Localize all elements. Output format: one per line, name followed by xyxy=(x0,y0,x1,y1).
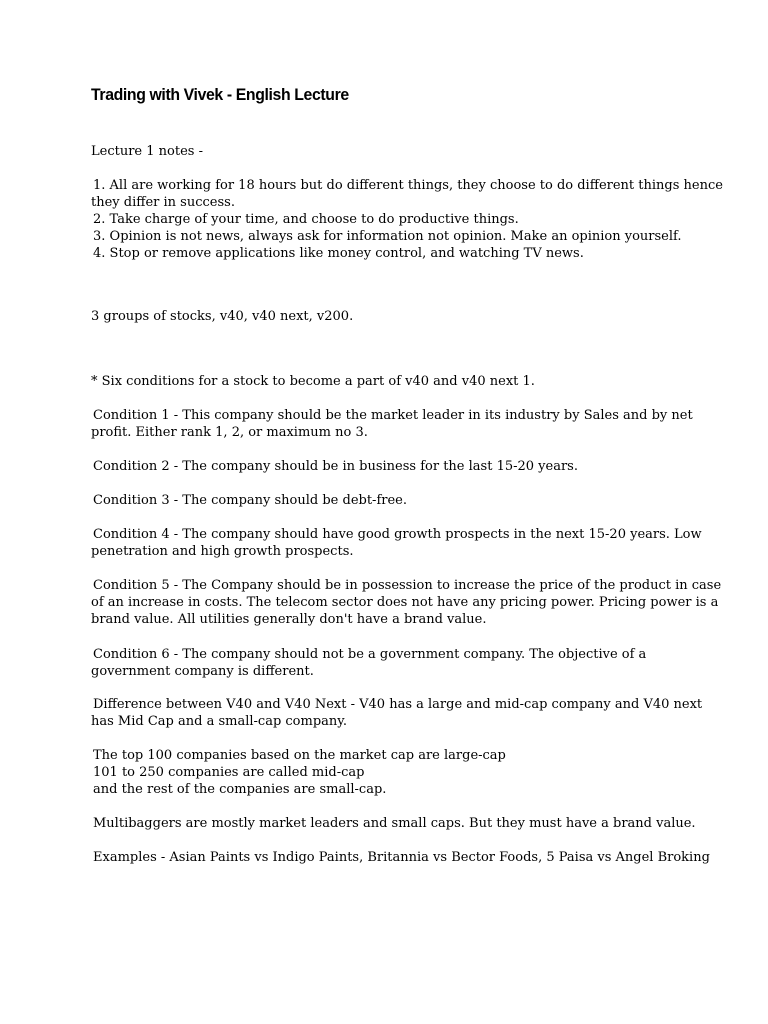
lecture-heading xyxy=(91,143,691,160)
condition-5 xyxy=(91,577,722,628)
condition-line: Condition 5 - The Company should be in possession to increase the price of the product in case xyxy=(93,578,722,593)
note-line: 4. Stop or remove applications like money control, and watching TV news. xyxy=(93,246,584,261)
condition-6 xyxy=(91,646,691,680)
document-title: Trading with Vivek - English Lecture xyxy=(91,85,349,104)
note-line: 1. All are working for 18 hours but do different things, they choose to do different things hence xyxy=(93,178,723,193)
difference-line: has Mid Cap and a small-cap company. xyxy=(91,714,348,729)
multibaggers-note xyxy=(91,815,696,832)
cap-line: and the rest of the companies are small-cap. xyxy=(93,782,387,797)
cap-line: 101 to 250 companies are called mid-cap xyxy=(93,765,365,780)
condition-4 xyxy=(91,526,702,560)
condition-2 xyxy=(91,458,691,475)
condition-line: government company is different. xyxy=(91,664,314,679)
examples-text: Examples - Asian Paints vs Indigo Paints, Britannia vs Bector Foods, 5 Paisa vs Angel Broking xyxy=(93,850,710,865)
stock-groups xyxy=(91,308,691,325)
condition-line: brand value. All utilities generally don't have a brand value. xyxy=(91,612,487,627)
cap-line: The top 100 companies based on the market cap are large-cap xyxy=(93,748,506,763)
note-line: 3. Opinion is not news, always ask for information not opinion. Make an opinion yourself. xyxy=(93,229,682,244)
condition-3 xyxy=(91,492,691,509)
market-cap-definitions xyxy=(91,747,691,798)
condition-line: Condition 2 - The company should be in business for the last 15-20 years. xyxy=(93,459,578,474)
condition-line: of an increase in costs. The telecom sector does not have any pricing power. Pricing power is a xyxy=(91,595,719,610)
stock-groups-text: 3 groups of stocks, v40, v40 next, v200. xyxy=(91,309,354,324)
difference-line: Difference between V40 and V40 Next - V40 has a large and mid-cap company and V40 next xyxy=(93,697,703,712)
condition-line: profit. Either rank 1, 2, or maximum no 3. xyxy=(91,425,368,440)
condition-line: Condition 1 - This company should be the market leader in its industry by Sales and by net xyxy=(93,408,693,423)
condition-line: Condition 3 - The company should be debt-free. xyxy=(93,493,407,508)
conditions-heading-text: * Six conditions for a stock to become a part of v40 and v40 next 1. xyxy=(91,374,535,389)
condition-line: penetration and high growth prospects. xyxy=(91,544,354,559)
condition-line: Condition 4 - The company should have good growth prospects in the next 15-20 years. Low xyxy=(93,527,702,542)
note-line: 2. Take charge of your time, and choose to do productive things. xyxy=(93,212,519,227)
condition-1 xyxy=(91,407,691,441)
lecture-notes-list xyxy=(91,177,723,262)
examples-note xyxy=(91,849,710,866)
multibaggers-text: Multibaggers are mostly market leaders and small caps. But they must have a brand value. xyxy=(93,816,696,831)
note-line: they differ in success. xyxy=(91,195,235,210)
condition-line: Condition 6 - The company should not be a government company. The objective of a xyxy=(93,647,647,662)
v40-difference xyxy=(91,696,703,730)
lecture-heading-text: Lecture 1 notes - xyxy=(91,144,203,159)
conditions-heading xyxy=(91,373,691,390)
